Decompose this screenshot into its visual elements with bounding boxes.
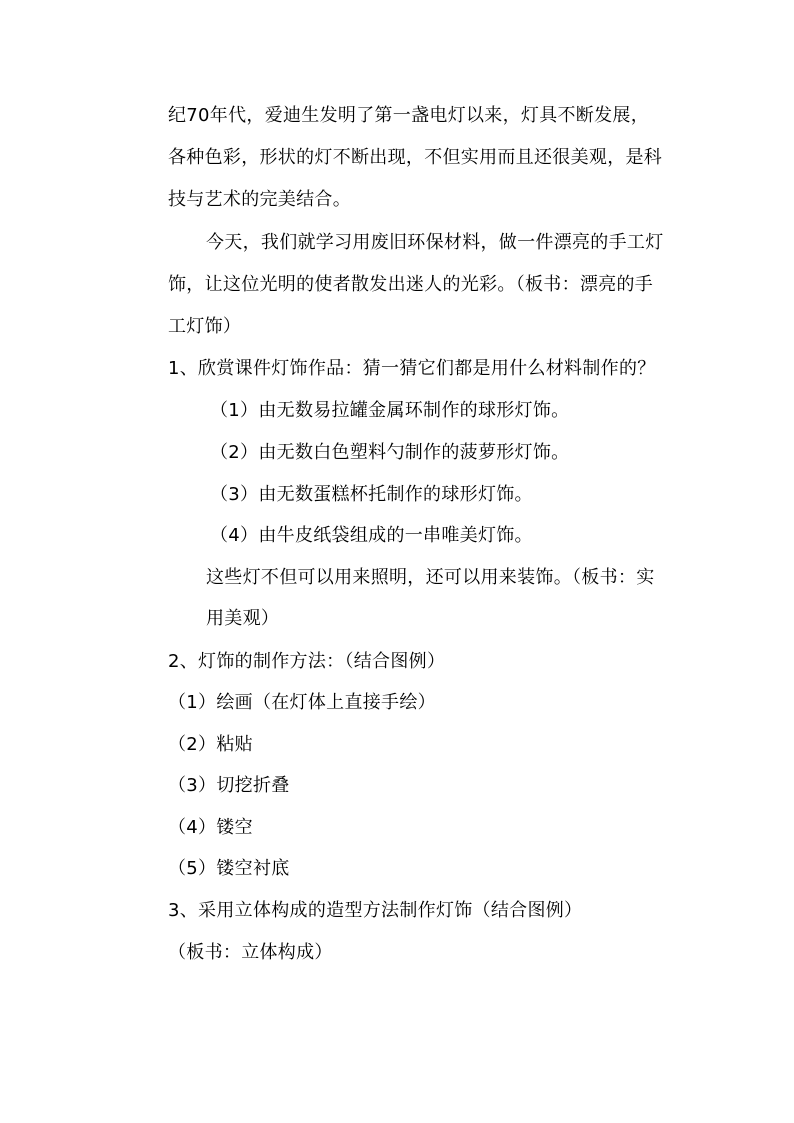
section-1-heading: 1、欣赏课件灯饰作品：猜一猜它们都是用什么材料制作的？ [168,358,656,379]
section-2-item-4: （4）镂空 [168,817,253,838]
section-1-item-2: （2）由无数白色塑料勺制作的菠萝形灯饰。 [210,442,570,463]
intro-line-3: 技与艺术的完美结合。 [168,189,351,210]
intro-line-2: 各种色彩，形状的灯不断出现，不但实用而且还很美观，是科 [168,147,663,168]
section-2-item-5: （5）镂空衬底 [168,858,290,879]
section-1-note-line-1: 这些灯不但可以用来照明，还可以用来装饰。（板书：实 [206,567,655,588]
section-1-item-1: （1）由无数易拉罐金属环制作的球形灯饰。 [210,400,570,421]
section-1-note-line-2: 用美观） [206,608,280,629]
section-3-heading: 3、采用立体构成的造型方法制作灯饰（结合图例） [168,900,583,921]
section-1-item-3: （3）由无数蛋糕杯托制作的球形灯饰。 [210,484,533,505]
section-3-note: （板书：立体构成） [168,942,333,963]
today-line-1: 今天，我们就学习用废旧环保材料，做一件漂亮的手工灯 [206,232,664,253]
section-1-item-4: （4）由牛皮纸袋组成的一串唯美灯饰。 [210,525,533,546]
intro-line-1: 纪70年代，爱迪生发明了第一盏电灯以来，灯具不断发展， [168,105,650,126]
today-line-2: 饰，让这位光明的使者散发出迷人的光彩。（板书：漂亮的手 [168,274,654,295]
section-2-heading: 2、灯饰的制作方法：（结合图例） [168,651,446,672]
section-2-item-3: （3）切挖折叠 [168,775,290,796]
section-2-item-2: （2）粘贴 [168,734,253,755]
today-line-3: 工灯饰） [168,316,242,337]
section-2-item-1: （1）绘画（在灯体上直接手绘） [168,692,436,713]
